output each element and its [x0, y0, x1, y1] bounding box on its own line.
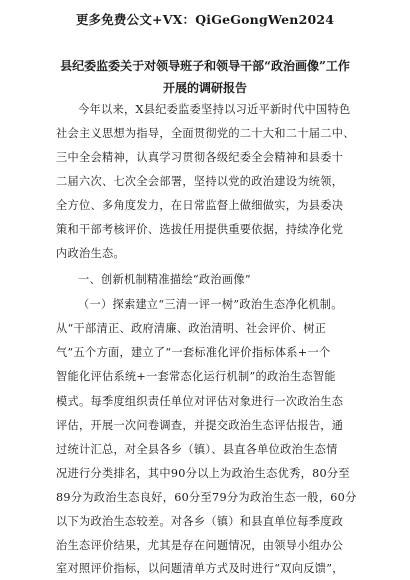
section-heading: 一、创新机制精准描绘“政治画像” [78, 273, 251, 286]
body-line: 治生态评价结果，尤其是存在问题情况，由领导小组办公 [56, 539, 344, 552]
body-line: 全方位、多角度发力，在日常监督上做细做实，为县委决 [56, 199, 344, 212]
promo-banner: 更多免费公文+VX：QiGeGongWen2024 [75, 12, 335, 27]
body-line: 内政治生态。 [56, 247, 125, 260]
body-line: 室对照评价指标，以问题清单方式及时进行“双向反馈”， [56, 562, 344, 575]
body-line: 从“干部清正、政府清廉、政治清明、社会评价、树正 [56, 322, 327, 335]
body-line: 模式。每季度组织责任单位对评估对象进行一次政治生态 [56, 395, 344, 408]
body-line: 社会主义思想为指导，全面贯彻党的二十大和二十届二中、 [56, 127, 355, 140]
body-line: 评估，开展一次问卷调查，并提交政治生态评估报告，通 [56, 419, 344, 432]
body-line: 过统计汇总，对全县各乡（镇）、县直各单位政治生态情 [56, 443, 338, 456]
document-title-line-2: 开展的调研报告 [162, 81, 247, 95]
body-line: 三中全会精神，认真学习贯彻各级纪委全会精神和县委十 [56, 151, 344, 164]
subsection-heading: （一）探索建立“三清一评一树”政治生态净化机制。 [78, 298, 343, 311]
body-line: 89分为政治生态良好，60分至79分为政治生态一般，60分 [56, 491, 357, 504]
body-line: 况进行分类排名，其中90分以上为政治生态优秀，80分至 [56, 467, 350, 480]
body-line: 气”五个方面，建立了“一套标准化评价指标体系+一个 [56, 346, 331, 359]
document-title-line-1: 县纪委监委关于对领导班子和领导干部“政治画像”工作 [60, 59, 350, 73]
body-line: 以下为政治生态较差。对各乡（镇）和县直单位每季度政 [56, 515, 344, 528]
body-line: 二届六次、七次全会部署，坚持以党的政治建设为统领， [56, 175, 344, 188]
body-line: 智能化评估系统+一套常态化运行机制”的政治生态智能 [56, 370, 336, 383]
body-line: 今年以来，X县纪委监委坚持以习近平新时代中国特色 [78, 103, 351, 116]
body-line: 策和干部考核评价、选拔任用提供重要依据，持续净化党 [56, 223, 344, 236]
